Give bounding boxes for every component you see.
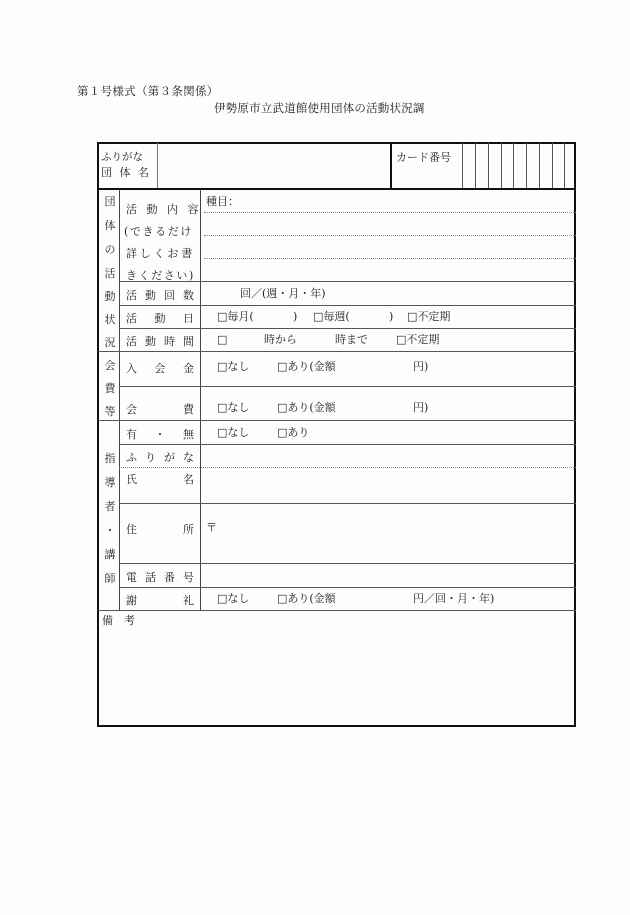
membership-fee-label: 会 費 bbox=[126, 403, 194, 416]
time-irregular-checkbox[interactable]: □不定期 bbox=[396, 333, 440, 346]
card-number-boxes[interactable] bbox=[462, 143, 575, 189]
activity-content-label: 活 動 内 容 bbox=[126, 203, 202, 216]
divider bbox=[98, 351, 576, 352]
reward-unit: 円／回・月・年) bbox=[413, 592, 495, 605]
group-name-label: 団 体 名 bbox=[101, 166, 151, 179]
form-number: 第１号様式（第３条関係） bbox=[77, 84, 219, 98]
monthly-checkbox[interactable]: □毎月( bbox=[217, 310, 254, 323]
instructor-name-label: 氏 名 bbox=[126, 473, 194, 486]
section-label-char: 講 bbox=[104, 548, 116, 561]
activity-content-label: 詳しくお書 bbox=[126, 247, 195, 260]
section-label-char: ・ bbox=[104, 524, 116, 537]
irregular-checkbox[interactable]: □不定期 bbox=[407, 310, 451, 323]
divider bbox=[119, 305, 576, 306]
section-label-char: 導 bbox=[104, 476, 116, 489]
section-label-char: 況 bbox=[104, 336, 116, 349]
instructor-name-field[interactable] bbox=[202, 469, 575, 502]
divider bbox=[119, 281, 576, 282]
divider bbox=[390, 143, 392, 189]
section-label-char: 師 bbox=[104, 572, 116, 585]
section-label-char: 会 bbox=[104, 359, 116, 372]
divider bbox=[119, 587, 576, 588]
postal-mark: 〒 bbox=[206, 521, 217, 534]
divider bbox=[119, 563, 576, 564]
instructor-none-checkbox[interactable]: □なし bbox=[217, 426, 250, 439]
time-from: 時から bbox=[264, 333, 297, 346]
instructor-furigana-field[interactable] bbox=[202, 446, 575, 466]
divider bbox=[98, 420, 576, 421]
activity-content-label: (できるだけ bbox=[124, 225, 193, 238]
document-title: 伊勢原市立武道館使用団体の活動状況調 bbox=[214, 101, 425, 115]
section-label-char: 状 bbox=[104, 313, 116, 326]
time-to: 時まで bbox=[335, 333, 368, 346]
divider bbox=[98, 610, 576, 611]
time-label: 活 動 時 間 bbox=[126, 335, 194, 348]
dotted-line bbox=[204, 212, 576, 213]
section-label-char: 等 bbox=[104, 405, 116, 418]
furigana-label: ふりがな bbox=[101, 151, 143, 163]
divider bbox=[119, 503, 576, 504]
instructor-furigana-label: ふ り が な bbox=[126, 451, 194, 464]
divider bbox=[200, 189, 201, 610]
paren-close: ) bbox=[293, 310, 298, 323]
entry-fee-none-checkbox[interactable]: □なし bbox=[217, 360, 250, 373]
section-label-char: 費 bbox=[104, 382, 116, 395]
section-label-char: 団 bbox=[104, 195, 116, 208]
reward-label: 謝 礼 bbox=[126, 594, 194, 607]
weekly-checkbox[interactable]: □毎週( bbox=[313, 310, 350, 323]
presence-label: 有 ・ 無 bbox=[126, 428, 194, 441]
divider bbox=[119, 444, 576, 445]
address-field[interactable] bbox=[220, 506, 575, 562]
yen-unit: 円) bbox=[413, 401, 429, 414]
instructor-yes-checkbox[interactable]: □あり bbox=[277, 426, 310, 439]
divider bbox=[98, 188, 576, 190]
entry-fee-label: 入 会 金 bbox=[126, 362, 194, 375]
section-label-char: 指 bbox=[104, 452, 116, 465]
entry-fee-yes-checkbox[interactable]: □あり(金額 bbox=[277, 360, 336, 373]
activity-content-label: きください) bbox=[126, 269, 195, 282]
dotted-line bbox=[119, 467, 576, 468]
dotted-line bbox=[204, 235, 576, 236]
divider bbox=[119, 189, 120, 610]
card-number-label: カード番号 bbox=[396, 151, 451, 164]
divider bbox=[119, 328, 576, 329]
paren-close: ) bbox=[389, 310, 394, 323]
divider bbox=[157, 143, 158, 189]
remarks-label: 備 考 bbox=[102, 614, 135, 627]
section-label-char: 者 bbox=[104, 500, 116, 513]
section-label-char: 動 bbox=[104, 290, 116, 303]
membership-fee-yes-checkbox[interactable]: □あり(金額 bbox=[277, 401, 336, 414]
frequency-value[interactable]: 回／(週・月・年) bbox=[240, 287, 326, 300]
days-label: 活 動 日 bbox=[126, 312, 194, 325]
yen-unit: 円) bbox=[413, 360, 429, 373]
address-label: 住 所 bbox=[126, 523, 194, 536]
sport-type-label: 種目： bbox=[206, 195, 239, 208]
reward-none-checkbox[interactable]: □なし bbox=[217, 592, 250, 605]
section-label-char: の bbox=[104, 243, 116, 256]
frequency-label: 活 動 回 数 bbox=[126, 289, 194, 302]
membership-fee-none-checkbox[interactable]: □なし bbox=[217, 401, 250, 414]
reward-yes-checkbox[interactable]: □あり(金額 bbox=[277, 592, 336, 605]
phone-label: 電 話 番 号 bbox=[126, 571, 194, 584]
phone-field[interactable] bbox=[202, 565, 575, 586]
activity-content-field[interactable] bbox=[240, 191, 574, 211]
group-name-field[interactable] bbox=[159, 144, 390, 188]
time-checkbox[interactable]: □ bbox=[217, 333, 228, 346]
dotted-line bbox=[204, 258, 576, 259]
section-label-char: 活 bbox=[104, 267, 116, 280]
divider bbox=[119, 386, 576, 387]
section-label-char: 体 bbox=[104, 219, 116, 232]
remarks-field[interactable] bbox=[100, 630, 574, 724]
